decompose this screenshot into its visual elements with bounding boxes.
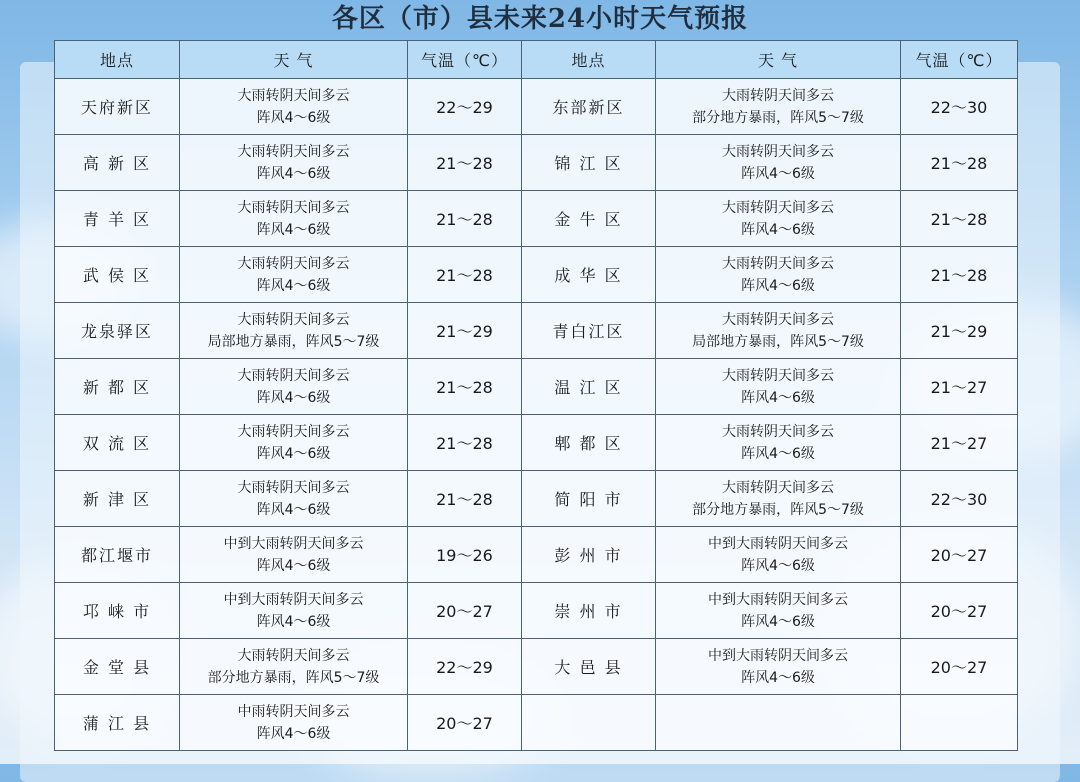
weather-line-1: 中到大雨转阴天间多云 (708, 535, 848, 552)
temperature-cell: 21～28 (408, 135, 522, 191)
table-row (55, 191, 1018, 247)
header-weather-left: 天 气 (180, 41, 408, 79)
weather-line-2: 阵风4～6级 (256, 613, 331, 630)
weather-line-2: 阵风4～6级 (256, 557, 331, 574)
weather-line-2: 阵风4～6级 (256, 109, 331, 126)
temperature-cell: 21～28 (901, 135, 1018, 191)
weather-line-2: 阵风4～6级 (741, 613, 815, 630)
weather-cell (656, 471, 901, 527)
temperature-cell: 21～29 (408, 303, 522, 359)
weather-cell (180, 527, 408, 583)
place-cell: 新 都 区 (55, 359, 180, 415)
weather-line-2: 局部地方暴雨，阵风5～7级 (207, 333, 380, 350)
weather-line-1: 大雨转阴天间多云 (722, 87, 834, 104)
weather-line-1: 中到大雨转阴天间多云 (708, 591, 848, 608)
weather-cell (656, 359, 901, 415)
temperature-cell: 20～27 (408, 583, 522, 639)
place-cell: 锦 江 区 (522, 135, 656, 191)
place-cell: 金 堂 县 (55, 639, 180, 695)
weather-line-2: 阵风4～6级 (256, 277, 331, 294)
place-cell: 成 华 区 (522, 247, 656, 303)
table-row (55, 695, 1018, 751)
place-cell (522, 695, 656, 751)
weather-cell (180, 303, 408, 359)
temperature-cell: 21～29 (901, 303, 1018, 359)
temperature-cell: 22～30 (901, 79, 1018, 135)
weather-line-2: 阵风4～6级 (741, 557, 815, 574)
place-cell: 龙泉驿区 (55, 303, 180, 359)
weather-line-1: 大雨转阴天间多云 (722, 199, 834, 216)
place-cell: 青白江区 (522, 303, 656, 359)
table-row (55, 79, 1018, 135)
weather-cell (180, 639, 408, 695)
place-cell: 大 邑 县 (522, 639, 656, 695)
table-row (55, 583, 1018, 639)
table-row (55, 471, 1018, 527)
temperature-cell: 20～27 (901, 639, 1018, 695)
temperature-cell: 21～28 (408, 191, 522, 247)
header-place-left: 地点 (55, 41, 180, 79)
weather-line-2: 部分地方暴雨，阵风5～7级 (207, 669, 380, 686)
place-cell: 青 羊 区 (55, 191, 180, 247)
table-row (55, 527, 1018, 583)
header-weather-right: 天 气 (656, 41, 901, 79)
weather-line-1: 中雨转阴天间多云 (237, 703, 350, 720)
temperature-cell: 22～29 (408, 639, 522, 695)
weather-line-1: 大雨转阴天间多云 (722, 423, 834, 440)
weather-line-2: 局部地方暴雨，阵风5～7级 (692, 333, 864, 350)
weather-line-1: 大雨转阴天间多云 (237, 255, 350, 272)
table-header-row (55, 41, 1018, 79)
place-cell: 郫 都 区 (522, 415, 656, 471)
temperature-cell: 20～27 (408, 695, 522, 751)
weather-cell (656, 135, 901, 191)
weather-cell (180, 415, 408, 471)
place-cell: 新 津 区 (55, 471, 180, 527)
place-cell: 蒲 江 县 (55, 695, 180, 751)
table-row (55, 247, 1018, 303)
temperature-cell: 21～28 (408, 359, 522, 415)
temperature-cell: 21～28 (408, 471, 522, 527)
weather-line-1: 大雨转阴天间多云 (237, 423, 350, 440)
weather-cell (180, 79, 408, 135)
weather-line-1: 大雨转阴天间多云 (237, 199, 350, 216)
weather-forecast-table (54, 40, 1018, 751)
weather-line-2: 阵风4～6级 (741, 221, 815, 238)
weather-line-1: 大雨转阴天间多云 (722, 367, 834, 384)
place-cell: 崇 州 市 (522, 583, 656, 639)
place-cell: 天府新区 (55, 79, 180, 135)
temperature-cell: 20～27 (901, 527, 1018, 583)
weather-cell (180, 583, 408, 639)
weather-cell (656, 191, 901, 247)
table-row (55, 135, 1018, 191)
place-cell: 邛 崃 市 (55, 583, 180, 639)
weather-line-2: 阵风4～6级 (256, 445, 331, 462)
temperature-cell: 20～27 (901, 583, 1018, 639)
place-cell: 金 牛 区 (522, 191, 656, 247)
header-place-right: 地点 (522, 41, 656, 79)
temperature-cell: 21～28 (901, 191, 1018, 247)
place-cell: 高 新 区 (55, 135, 180, 191)
temperature-cell (901, 695, 1018, 751)
weather-cell (656, 303, 901, 359)
weather-line-1: 大雨转阴天间多云 (722, 143, 834, 160)
page-title: 各区（市）县未来24小时天气预报 (331, 4, 749, 34)
weather-line-2: 阵风4～6级 (256, 221, 331, 238)
header-temp-left: 气温（℃） (408, 41, 522, 79)
weather-line-2: 阵风4～6级 (256, 725, 331, 742)
weather-line-1: 大雨转阴天间多云 (237, 479, 350, 496)
weather-cell (656, 527, 901, 583)
weather-line-2: 阵风4～6级 (741, 165, 815, 182)
weather-line-1: 中到大雨转阴天间多云 (223, 535, 364, 552)
place-cell: 简 阳 市 (522, 471, 656, 527)
header-temp-right: 气温（℃） (901, 41, 1018, 79)
place-cell: 武 侯 区 (55, 247, 180, 303)
place-cell: 温 江 区 (522, 359, 656, 415)
weather-cell (180, 191, 408, 247)
table-row (55, 415, 1018, 471)
weather-cell (656, 639, 901, 695)
weather-line-1: 大雨转阴天间多云 (722, 255, 834, 272)
weather-line-1: 中到大雨转阴天间多云 (223, 591, 364, 608)
place-cell: 东部新区 (522, 79, 656, 135)
temperature-cell: 21～28 (408, 247, 522, 303)
weather-line-1: 大雨转阴天间多云 (237, 311, 350, 328)
weather-line-1: 大雨转阴天间多云 (237, 367, 350, 384)
temperature-cell: 19～26 (408, 527, 522, 583)
temperature-cell: 22～29 (408, 79, 522, 135)
table-row (55, 303, 1018, 359)
weather-line-2: 阵风4～6级 (741, 445, 815, 462)
weather-cell (656, 415, 901, 471)
weather-line-2: 阵风4～6级 (256, 389, 331, 406)
weather-line-1: 中到大雨转阴天间多云 (708, 647, 848, 664)
temperature-cell: 22～30 (901, 471, 1018, 527)
weather-line-2: 阵风4～6级 (741, 277, 815, 294)
table-row (55, 359, 1018, 415)
weather-line-2: 阵风4～6级 (741, 669, 815, 686)
weather-line-2: 部分地方暴雨，阵风5～7级 (692, 109, 864, 126)
place-cell: 都江堰市 (55, 527, 180, 583)
temperature-cell: 21～28 (408, 415, 522, 471)
temperature-cell: 21～27 (901, 415, 1018, 471)
weather-cell (656, 79, 901, 135)
weather-line-1: 大雨转阴天间多云 (237, 143, 350, 160)
weather-line-1: 大雨转阴天间多云 (722, 311, 834, 328)
weather-line-1: 大雨转阴天间多云 (237, 87, 350, 104)
weather-line-1: 大雨转阴天间多云 (237, 647, 350, 664)
weather-line-2: 阵风4～6级 (256, 501, 331, 518)
weather-cell (180, 359, 408, 415)
weather-cell (180, 135, 408, 191)
weather-cell (180, 471, 408, 527)
weather-line-2: 部分地方暴雨，阵风5～7级 (692, 501, 864, 518)
weather-cell (656, 695, 901, 751)
weather-line-1: 大雨转阴天间多云 (722, 479, 834, 496)
weather-line-2: 阵风4～6级 (256, 165, 331, 182)
weather-cell (180, 247, 408, 303)
weather-line-2: 阵风4～6级 (741, 389, 815, 406)
weather-cell (656, 247, 901, 303)
weather-cell (180, 695, 408, 751)
table-row (55, 639, 1018, 695)
temperature-cell: 21～28 (901, 247, 1018, 303)
place-cell: 彭 州 市 (522, 527, 656, 583)
temperature-cell: 21～27 (901, 359, 1018, 415)
weather-cell (656, 583, 901, 639)
place-cell: 双 流 区 (55, 415, 180, 471)
